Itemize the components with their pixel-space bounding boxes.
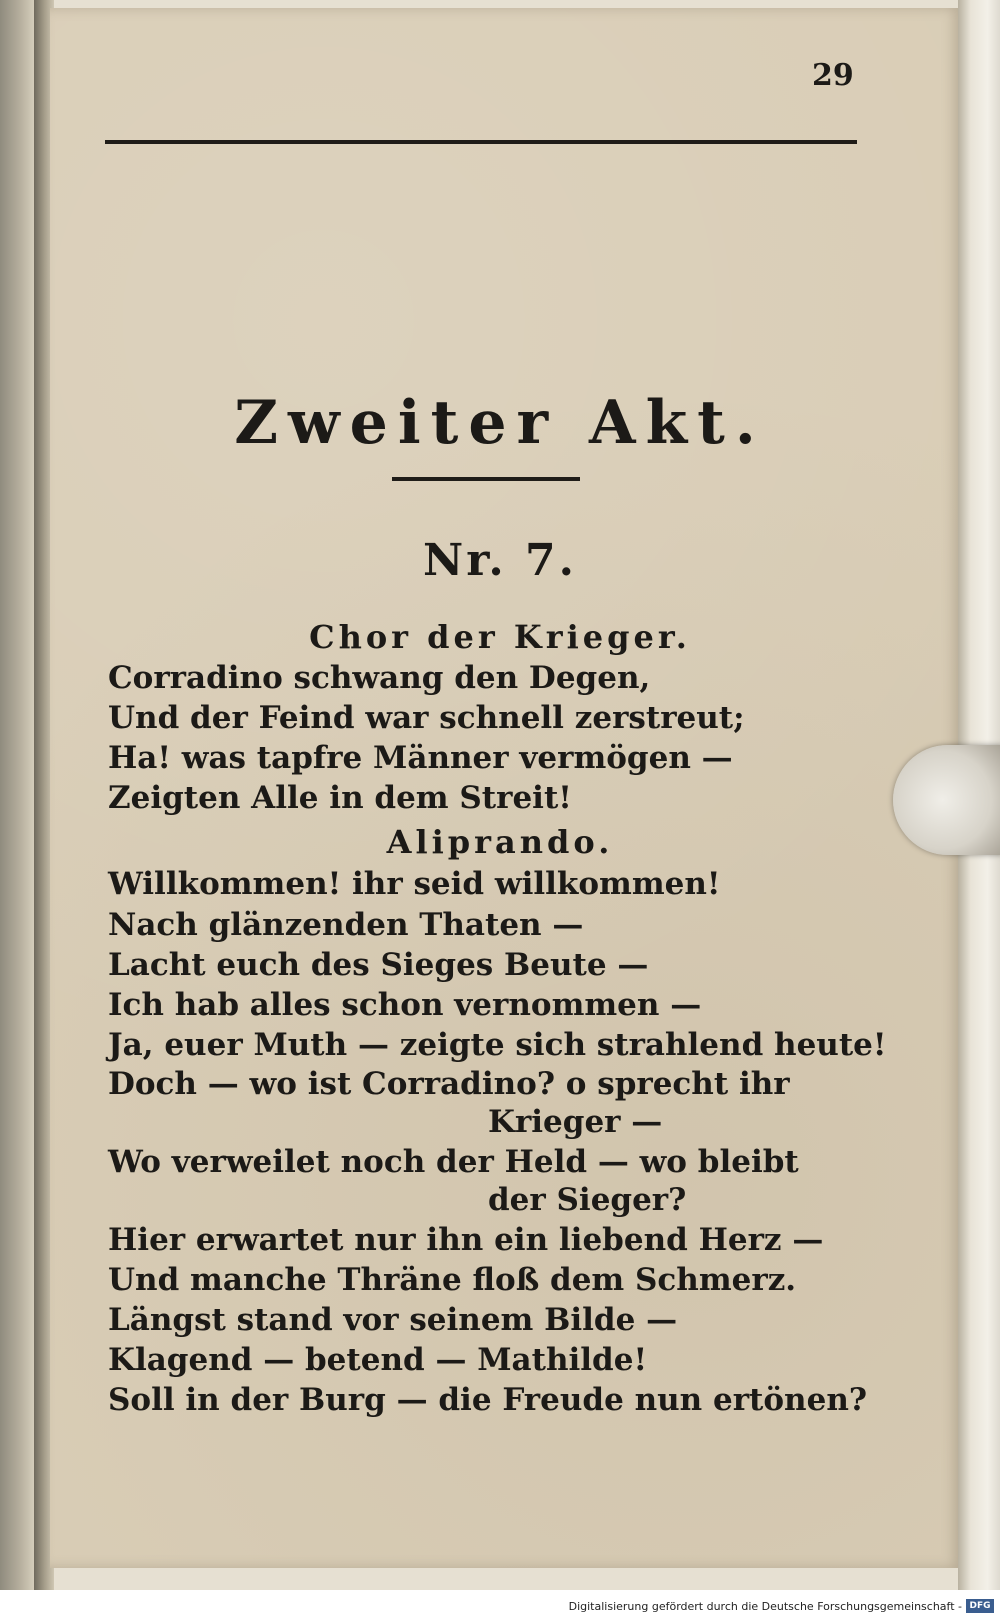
verse-line-continued: Krieger — (488, 1104, 663, 1140)
dfg-logo: DFG (966, 1599, 994, 1613)
verse-line: Willkommen! ihr seid willkommen! (108, 866, 721, 902)
verse-line: Wo verweilet noch der Held — wo bleibt (108, 1144, 799, 1180)
verse-line: Nach glänzenden Thaten — (108, 907, 584, 943)
verse-line: Ha! was tapfre Männer vermögen — (108, 740, 733, 776)
title-rule (392, 477, 580, 481)
verse-line: Längst stand vor seinem Bilde — (108, 1302, 678, 1338)
verse-line: Ja, euer Muth — zeigte sich strahlend heute! (108, 1027, 887, 1063)
speaker-heading: Aliprando. (386, 823, 614, 861)
verse-line: Corradino schwang den Degen, (108, 660, 651, 696)
verse-line: Klagend — betend — Mathilde! (108, 1342, 648, 1378)
verse-line: Zeigten Alle in dem Streit! (108, 780, 572, 816)
page-number: 29 (812, 58, 854, 93)
footer-credit: Digitalisierung gefördert durch die Deutsche Forschungsgemeinschaft - (568, 1600, 962, 1613)
verse-line: Und manche Thräne floß dem Schmerz. (108, 1262, 797, 1298)
speaker-heading: Chor der Krieger. (309, 618, 691, 656)
verse-line: Doch — wo ist Corradino? o sprecht ihr (108, 1066, 790, 1102)
verse-line: Lacht euch des Sieges Beute — (108, 947, 649, 983)
verse-line: Und der Feind war schnell zerstreut; (108, 700, 745, 736)
verse-line: Ich hab alles schon vernommen — (108, 987, 702, 1023)
act-title: Zweiter Akt. (234, 388, 766, 458)
verse-line: Soll in der Burg — die Freude nun ertönen? (108, 1382, 868, 1418)
verse-line-continued: der Sieger? (488, 1182, 687, 1218)
piece-number: Nr. 7. (423, 535, 577, 586)
header-rule (105, 140, 857, 144)
verse-line: Hier erwartet nur ihn ein liebend Herz — (108, 1222, 824, 1258)
